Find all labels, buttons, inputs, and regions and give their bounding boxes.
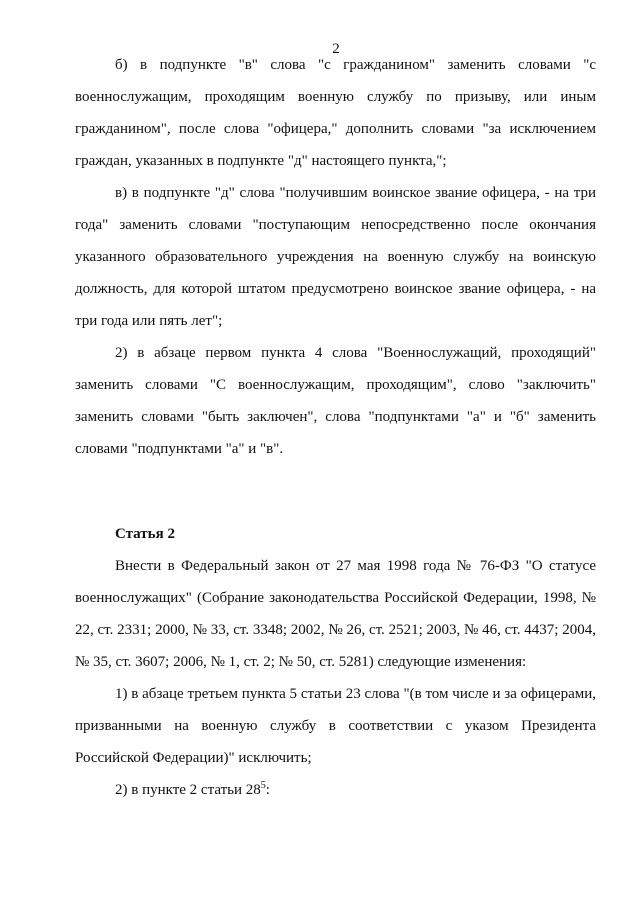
article-item-1: 1) в абзаце третьем пункта 5 статьи 23 слова "(в том числе и за офицерами, призванными на военную службу в соответствии с указом Президента Российской Федерации)" исключить;	[75, 686, 596, 766]
article-intro-paragraph: Внести в Федеральный закон от 27 мая 1998 года № 76-ФЗ "О статусе военнослужащих" (Собрание законодательства Российской Федерации, 1998, № 22, ст. 2331; 2000, № 33, ст. 3348; 2002, № 26, ст. 2521; 2003, № 46, ст. 4437; 2004, № 35, ст. 3607; 2006, № 1, ст. 2; № 50, ст. 5281) следующие изменения:	[75, 558, 596, 670]
article-item-2-text: 2) в пункте 2 статьи 28	[115, 782, 261, 798]
paragraph-b: б) в подпункте "в" слова "с гражданином" заменить словами "с военнослужащим, проходящим военную службу по призыву, или иным гражданином", после слова "офицера," дополнить словами "за исключением граждан, указанных в подпункте "д" настоящего пункта,";	[75, 57, 596, 169]
document-body	[75, 49, 596, 806]
article-number-superscript: 5	[260, 780, 266, 791]
article-item-2-suffix: :	[265, 782, 270, 798]
page-number: 2	[332, 41, 340, 57]
article-item-2	[75, 774, 596, 806]
paragraph-2: 2) в абзаце первом пункта 4 слова "Военнослужащий, проходящий" заменить словами "С военнослужащим, проходящим", слово "заключить" заменить словами "быть заключен", слова "подпунктами "а" и "б" заменить словами "подпунктами "а" и "в".	[75, 345, 596, 457]
paragraph-v: в) в подпункте "д" слова "получившим воинское звание офицера, - на три года" заменить словами "поступающим непосредственно после окончания указанного образовательного учреждения на военную службу на воинскую должность, для которой штатом предусмотрено воинское звание офицера, - на три года или пять лет";	[75, 185, 596, 329]
article-heading: Статья 2	[115, 526, 175, 542]
